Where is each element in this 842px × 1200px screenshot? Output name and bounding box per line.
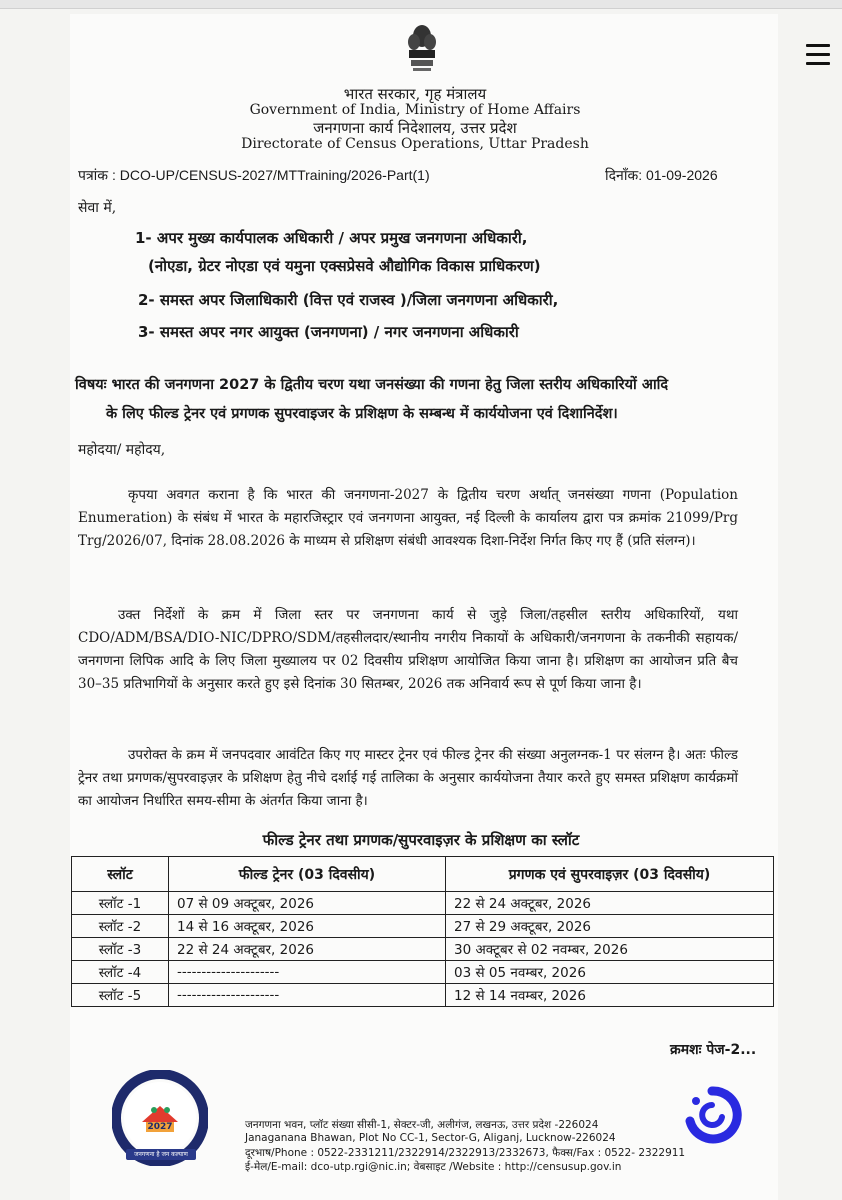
field-trainer-cell: --------------------- [169,961,446,984]
directorate-english: Directorate of Census Operations, Uttar Pradesh [241,136,589,152]
continuation-note: क्रमशः पेज-2... [670,1042,757,1058]
table-row [72,961,774,984]
table-title: फील्ड ट्रेनर तथा प्रगणक/सुपरवाइज़र के प्रशिक्षण का स्लॉट [262,831,580,849]
slot-cell: स्लॉट -3 [72,938,169,961]
reference-number: पत्रांक : DCO-UP/CENSUS-2027/MTTraining/2026-Part(1) [78,167,430,183]
directorate-hindi: जनगणना कार्य निदेशालय, उत्तर प्रदेश [313,119,517,137]
recipient-2: 2- समस्त अपर जिलाधिकारी (वित्त एवं राजस्व )/जिला जनगणना अधिकारी, [138,291,559,309]
recipient-1-detail: (नोएडा, ग्रेटर नोएडा एवं यमुना एक्सप्रेसवे औद्योगिक विकास प्राधिकरण) [148,257,541,275]
subject-line-1: विषयः भारत की जनगणना 2027 के द्वितीय चरण यथा जनसंख्या की गणना हेतु जिला स्तरीय अधिकारियों आदि [75,377,669,393]
footer-email: ई-मेल/E-mail: dco-utp.rgi@nic.in; वेबसाइट /Website : http://censusup.gov.in [245,1161,622,1173]
paragraph-1: कृपया अवगत कराना है कि भारत की जनगणना-2027 के द्वितीय चरण अर्थात् जनसंख्या गणना (Population Enumeration) के संबंध में भारत के महारजिस्ट्रार एवं जनगणना आयुक्त, नई दिल्ली के कार्यालय द्वारा पत्र क्रमांक 21099/Prg Trg/2026/07, दिनांक 28.08.2026 के माध्यम से प्रशिक्षण संबंधी आवश्यक दिशा-निर्देश निर्गत किए गए हैं (प्रति संलग्न)। [78,487,738,549]
footer-phone: दूरभाष/Phone : 0522-2331211/2322914/2322913/2332673, फैक्स/Fax : 0522- 2322911 [245,1147,686,1159]
slot-cell: स्लॉट -2 [72,915,169,938]
table-row [72,892,774,915]
table-row [72,915,774,938]
ministry-hindi: भारत सरकार, गृह मंत्रालय [343,85,487,103]
recipient-1: 1- अपर मुख्य कार्यपालक अधिकारी / अपर प्रमुख जनगणना अधिकारी, [135,229,528,247]
ministry-english: Government of India, Ministry of Home Affairs [249,102,581,118]
recipient-3: 3- समस्त अपर नगर आयुक्त (जनगणना) / नगर जनगणना अधिकारी [138,323,519,341]
slot-cell: स्लॉट -1 [72,892,169,915]
table-row [72,938,774,961]
census-logo-motto: जनगणना है जन कल्याण [126,1149,196,1160]
enumerator-cell: 27 से 29 अक्टूबर, 2026 [446,915,774,938]
census-logo-year: 2027 [147,1122,173,1132]
enumerator-cell: 30 अक्टूबर से 02 नवम्बर, 2026 [446,938,774,961]
national-emblem-icon [404,22,440,78]
paragraph-3: उपरोक्त के क्रम में जनपदवार आवंटित किए गए मास्टर ट्रेनर एवं फील्ड ट्रेनर की संख्या अनुलग्नक-1 पर संलग्न है। अतः फील्ड ट्रेनर तथा प्रगणक/सुपरवाइज़र के प्रशिक्षण हेतु नीचे दर्शाई गई तालिका के अनुसार कार्ययोजना तैयार करते हुए समस्त प्रशिक्षण कार्यक्रमों का आयोजन निर्धारित समय-सीमा के अंतर्गत किया जाना है। [78,747,738,809]
salutation: सेवा में, [78,200,117,216]
header-enumerator-supervisor: प्रगणक एवं सुपरवाइज़र (03 दिवसीय) [446,857,774,892]
enumerator-cell: 03 से 05 नवम्बर, 2026 [446,961,774,984]
field-trainer-cell: 07 से 09 अक्टूबर, 2026 [169,892,446,915]
field-trainer-cell: 22 से 24 अक्टूबर, 2026 [169,938,446,961]
swirl-logo-icon [682,1085,742,1145]
top-status-strip [0,0,842,9]
enumerator-cell: 12 से 14 नवम्बर, 2026 [446,984,774,1007]
header-field-trainer: फील्ड ट्रेनर (03 दिवसीय) [169,857,446,892]
slot-cell: स्लॉट -5 [72,984,169,1007]
table-header-row [72,857,774,892]
field-trainer-cell: --------------------- [169,984,446,1007]
menu-icon[interactable] [800,40,836,70]
greeting: महोदया/ महोदय, [78,442,166,458]
footer-address-english: Janaganana Bhawan, Plot No CC-1, Sector-G, Aliganj, Lucknow-226024 [245,1132,616,1144]
enumerator-cell: 22 से 24 अक्टूबर, 2026 [446,892,774,915]
header-slot: स्लॉट [72,857,169,892]
subject-line-2: के लिए फील्ड ट्रेनर एवं प्रगणक सुपरवाइजर के प्रशिक्षण के सम्बन्ध में कार्ययोजना एवं दिशानिर्देश। [106,406,618,422]
footer-address-hindi: जनगणना भवन, प्लॉट संख्या सीसी-1, सेक्टर-जी, अलीगंज, लखनऊ, उत्तर प्रदेश -226024 [245,1119,599,1131]
paragraph-2: उक्त निर्देशों के क्रम में जिला स्तर पर जनगणना कार्य से जुड़े जिला/तहसील स्तरीय अधिकारियों, यथा CDO/ADM/BSA/DIO-NIC/DPRO/SDM/तहसीलदार/स्थानीय नगरीय निकायों के अधिकारी/जनगणना के तकनीकी सहायक/जनगणना लिपिक आदि के लिए जिला मुख्यालय पर 02 दिवसीय प्रशिक्षण आयोजित किया जाना है। प्रशिक्षण का आयोजन प्रति बैच 30–35 प्रतिभागियों के अनुसार करते हुए इसे दिनांक 30 सितम्बर, 2026 तक अनिवार्य रूप से पूर्ण किया जाना है। [78,607,738,692]
slot-cell: स्लॉट -4 [72,961,169,984]
field-trainer-cell: 14 से 16 अक्टूबर, 2026 [169,915,446,938]
table-row [72,984,774,1007]
training-slot-table [71,856,774,1007]
letter-date: दिनाँक: 01-09-2026 [605,167,718,183]
